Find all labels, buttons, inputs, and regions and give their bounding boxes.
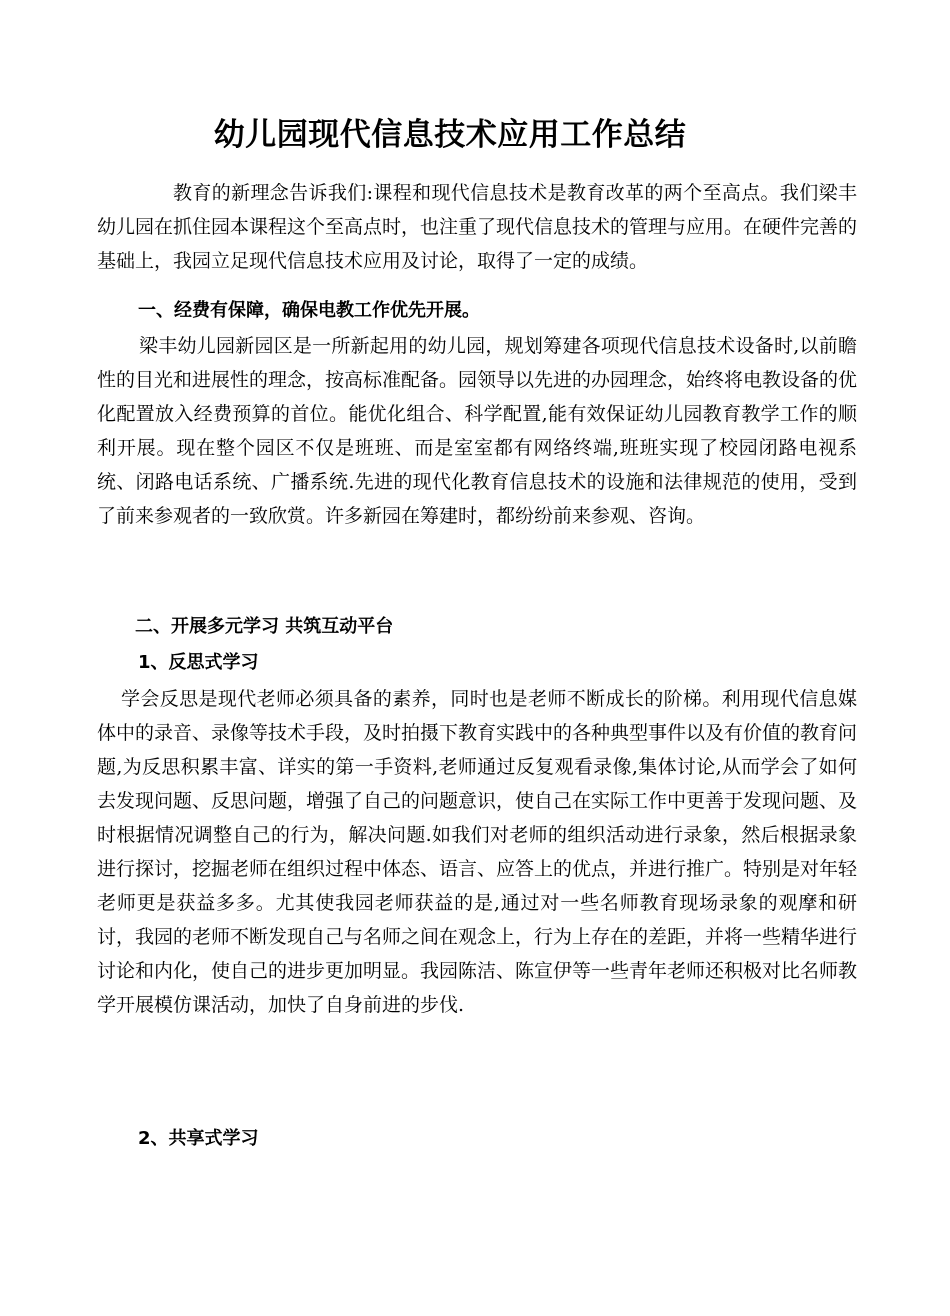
subsection-1-paragraph: 学会反思是现代老师必须具备的素养，同时也是老师不断成长的阶梯。利用现代信息媒体中的录音、录像等技术手段，及时拍摄下教育实践中的各种典型事件以及有价值的教育问题,为反思积累丰富、详实的第一手资料,老师通过反复观看录像,集体讨论,从而学会了如何去发现问题、反思问题，增强了自己的问题意识，使自己在实际工作中更善于发现问题、及时根据情况调整自己的行为，解决问题.如我们对老师的组织活动进行录象，然后根据录象进行探讨，挖掘老师在组织过程中体态、语言、应答上的优点，并进行推广。特别是对年轻老师更是获益多多。尤其使我园老师获益的是,通过对一些名师教育现场录象的观摩和研讨，我园的老师不断发现自己与名师之间在观念上，行为上存在的差距，并将一些精华进行讨论和内化，使自己的进步更加明显。我园陈洁、陈宣伊等一些青年老师还积极对比名师教学开展模仿课活动，加快了自身前进的步伐. <box>97 688 858 1016</box>
document-title: 幼儿园现代信息技术应用工作总结 <box>213 117 687 153</box>
section-1-paragraph: 梁丰幼儿园新园区是一所新起用的幼儿园，规划筹建各项现代信息技术设备时,以前瞻性的目光和进展性的理念，按高标准配备。园领导以先进的办园理念，始终将电教设备的优化配置放入经费预算的首位。能优化组合、科学配置,能有效保证幼儿园教育教学工作的顺利开展。现在整个园区不仅是班班、而是室室都有网络终端,班班实现了校园闭路电视系统、闭路电话系统、广播系统.先进的现代化教育信息技术的设施和法律规范的使用，受到了前来参观者的一致欣赏。许多新园在筹建时，都纷纷前来参观、咨询。 <box>97 335 858 527</box>
subsection-1-heading: 1、反思式学习 <box>138 652 259 673</box>
intro-paragraph: 教育的新理念告诉我们:课程和现代信息技术是教育改革的两个至高点。我们梁丰幼儿园在抓住园本课程这个至高点时，也注重了现代信息技术的管理与应用。在硬件完善的基础上，我园立足现代信息技术应用及讨论，取得了一定的成绩。 <box>97 182 858 272</box>
subsection-2-heading: 2、共享式学习 <box>138 1128 259 1149</box>
section-1-heading: 一、经费有保障，确保电教工作优先开展。 <box>138 300 480 321</box>
section-2-heading: 二、开展多元学习 共筑互动平台 <box>135 616 394 637</box>
